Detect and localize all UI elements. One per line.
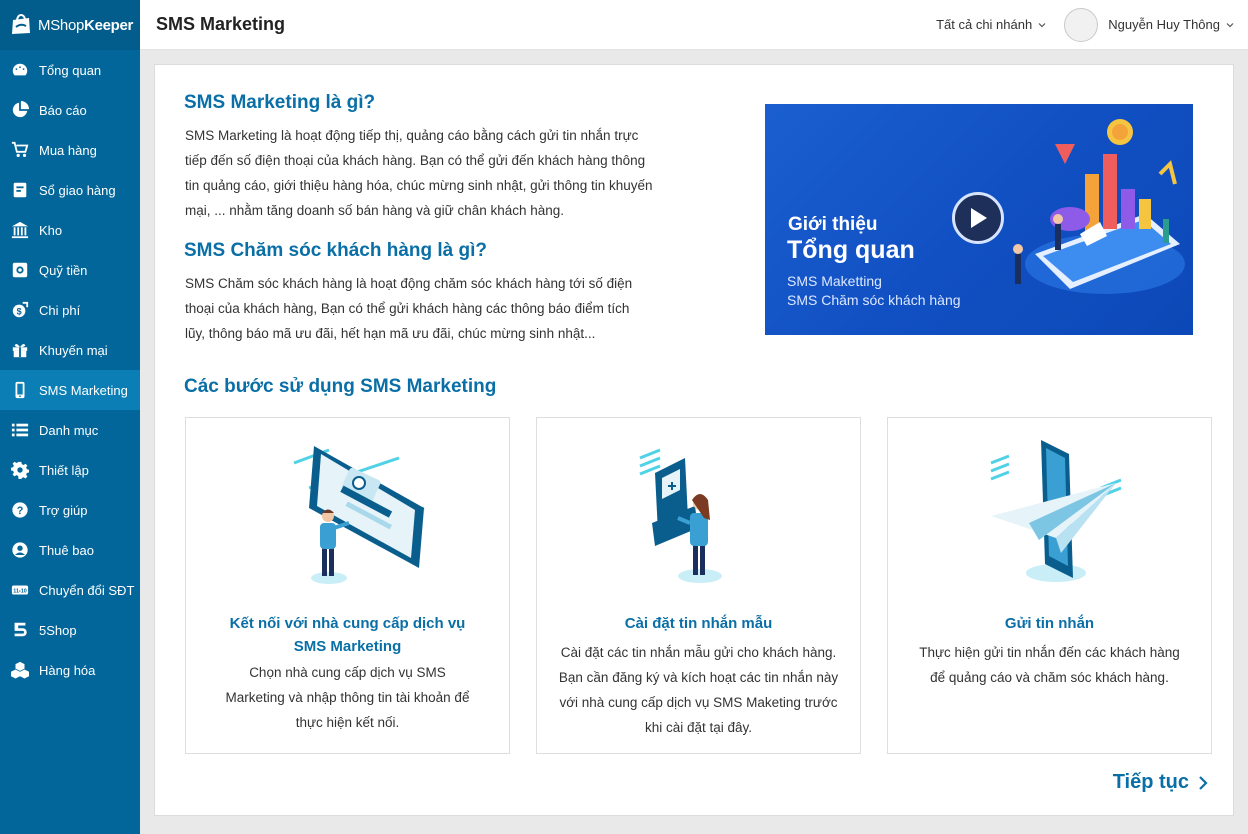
step-title bbox=[557, 612, 840, 635]
sms-care-heading: SMS Chăm sóc khách hàng là gì? bbox=[184, 240, 488, 261]
user-name: Nguyễn Huy Thông bbox=[1108, 17, 1220, 32]
expense-icon bbox=[10, 300, 30, 320]
chevron-right-icon bbox=[1197, 775, 1209, 791]
sidebar-item-chi-phi[interactable] bbox=[0, 290, 140, 330]
step-desc-line: để quảng cáo và chăm sóc khách hàng. bbox=[930, 670, 1169, 685]
step-title bbox=[908, 612, 1191, 635]
video-title-line1: Giới thiệu bbox=[788, 214, 878, 235]
step-desc-line: khi cài đặt tại đây. bbox=[644, 720, 753, 735]
sidebar-item-label: Sổ giao hàng bbox=[39, 182, 116, 198]
video-subtitle-line1: SMS Maketting bbox=[787, 273, 882, 289]
sms-marketing-heading: SMS Marketing là gì? bbox=[184, 92, 376, 113]
sidebar-item-tro-giup[interactable] bbox=[0, 490, 140, 530]
sidebar-item-label: 5Shop bbox=[39, 622, 77, 638]
shop-bag-icon bbox=[10, 14, 32, 36]
phone-convert-icon bbox=[10, 580, 30, 600]
sidebar-item-label: Chi phí bbox=[39, 302, 81, 318]
steps-heading: Các bước sử dụng SMS Marketing bbox=[184, 376, 497, 397]
description-line: thoại của khách hàng, Bạn có thể gửi khách hàng các thông báo điểm tích bbox=[185, 301, 630, 316]
branch-selector[interactable] bbox=[936, 17, 1046, 32]
help-icon bbox=[10, 500, 30, 520]
sidebar-item-label: Trợ giúp bbox=[39, 502, 88, 518]
sidebar-item-label: Báo cáo bbox=[39, 102, 87, 118]
step-title-line: Cài đặt tin nhắn mẫu bbox=[624, 615, 773, 632]
play-icon bbox=[968, 207, 988, 229]
description-line: mại, ... nhằm tăng doanh số bán hàng và giữ chân khách hàng. bbox=[185, 203, 565, 218]
description-line: tiếp đến số điện thoại của khách hàng. Bạn có thể gửi đến khách hàng thông bbox=[185, 153, 646, 168]
description-line: tin quảng cáo, giới thiệu hàng hóa, chúc mừng sinh nhật, gửi thông tin khuyến bbox=[185, 178, 653, 193]
step-title-line: Kết nối với nhà cung cấp dịch vụ bbox=[229, 615, 466, 632]
sidebar-item-label: Hàng hóa bbox=[39, 662, 96, 678]
sidebar-nav bbox=[0, 50, 140, 690]
step-desc-line: Cài đặt các tin nhắn mẫu gửi cho khách hàng. bbox=[560, 645, 837, 660]
step-description bbox=[206, 660, 489, 735]
sidebar-item-khuyen-mai[interactable] bbox=[0, 330, 140, 370]
sidebar-item-danh-muc[interactable] bbox=[0, 410, 140, 450]
delivery-book-icon bbox=[10, 180, 30, 200]
top-header bbox=[140, 0, 1248, 50]
step-desc-line: Thực hiện gửi tin nhắn đến các khách hàng bbox=[919, 645, 1180, 660]
sidebar-item-label: Thiết lập bbox=[39, 462, 89, 478]
dashboard-icon bbox=[10, 60, 30, 80]
next-button[interactable] bbox=[1113, 771, 1209, 794]
sidebar-item-sms-marketing[interactable] bbox=[0, 370, 140, 410]
send-illustration bbox=[888, 428, 1213, 593]
warehouse-icon bbox=[10, 220, 30, 240]
sidebar-item-5shop[interactable] bbox=[0, 610, 140, 650]
step-title bbox=[206, 612, 489, 658]
sidebar-item-bao-cao[interactable] bbox=[0, 90, 140, 130]
svg-text:11›10: 11›10 bbox=[13, 588, 27, 595]
gift-icon bbox=[10, 340, 30, 360]
sidebar-item-label: SMS Marketing bbox=[39, 382, 128, 398]
description-line: SMS Marketing là hoạt động tiếp thị, quảng cáo bằng cách gửi tin nhắn trực bbox=[185, 128, 639, 143]
safe-icon bbox=[10, 260, 30, 280]
step-desc-line: Chọn nhà cung cấp dịch vụ SMS bbox=[249, 665, 446, 680]
step-desc-line: Bạn cần đăng ký và kích hoạt các tin nhắn này bbox=[558, 670, 839, 685]
sidebar-item-kho[interactable] bbox=[0, 210, 140, 250]
sidebar-item-label: Thuê bao bbox=[39, 542, 94, 558]
sidebar-item-label: Kho bbox=[39, 222, 63, 238]
svg-text:?: ? bbox=[16, 505, 24, 518]
pie-chart-icon bbox=[10, 100, 30, 120]
branch-label: Tất cả chi nhánh bbox=[936, 17, 1033, 32]
5shop-icon bbox=[10, 620, 30, 640]
cart-icon bbox=[10, 140, 30, 160]
avatar[interactable] bbox=[1064, 8, 1098, 42]
chevron-down-icon bbox=[1226, 21, 1234, 29]
sidebar-item-label: Quỹ tiền bbox=[39, 262, 88, 278]
step-description bbox=[908, 640, 1191, 690]
marketing-illustration bbox=[995, 104, 1193, 335]
template-illustration bbox=[537, 428, 862, 593]
sidebar-item-label: Chuyển đổi SĐT bbox=[39, 582, 135, 598]
sidebar-item-chuyen-doi-sdt[interactable] bbox=[0, 570, 140, 610]
logo-text-bold: Keeper bbox=[84, 16, 134, 34]
sidebar-item-so-giao-hang[interactable] bbox=[0, 170, 140, 210]
play-button[interactable] bbox=[952, 192, 1004, 244]
gear-icon bbox=[10, 460, 30, 480]
boxes-icon bbox=[10, 660, 30, 680]
user-menu[interactable] bbox=[1108, 17, 1234, 32]
connect-illustration bbox=[186, 428, 511, 593]
list-icon bbox=[10, 420, 30, 440]
main-panel bbox=[154, 64, 1234, 816]
user-icon bbox=[10, 540, 30, 560]
svg-text:$: $ bbox=[16, 306, 22, 317]
sidebar-item-mua-hang[interactable] bbox=[0, 130, 140, 170]
description-line: SMS Chăm sóc khách hàng là hoạt động chăm sóc khách hàng tới số điện bbox=[185, 276, 633, 291]
video-title-line2: Tổng quan bbox=[787, 236, 915, 264]
step-title-line: Gửi tin nhắn bbox=[1004, 615, 1095, 632]
sidebar bbox=[0, 0, 140, 834]
sidebar-item-label: Tổng quan bbox=[39, 62, 102, 78]
sidebar-item-quy-tien[interactable] bbox=[0, 250, 140, 290]
step-card-connect bbox=[185, 417, 510, 754]
step-card-template bbox=[536, 417, 861, 754]
video-subtitle-line2: SMS Chăm sóc khách hàng bbox=[787, 292, 961, 308]
sms-marketing-description bbox=[185, 123, 675, 223]
sidebar-item-label: Mua hàng bbox=[39, 142, 97, 158]
step-card-send bbox=[887, 417, 1212, 754]
next-label: Tiếp tục bbox=[1112, 771, 1189, 793]
sidebar-item-hang-hoa[interactable] bbox=[0, 650, 140, 690]
sidebar-item-tong-quan[interactable] bbox=[0, 50, 140, 90]
step-desc-line: thực hiện kết nối. bbox=[295, 715, 400, 730]
description-line: lũy, thông báo mã ưu đãi, hết hạn mã ưu đãi, chúc mừng sinh nhật... bbox=[185, 326, 596, 341]
page-title: SMS Marketing bbox=[156, 14, 286, 34]
sms-care-description bbox=[185, 271, 675, 346]
sidebar-item-label: Khuyến mại bbox=[39, 342, 108, 358]
page-scrollbar[interactable] bbox=[1234, 50, 1248, 834]
step-desc-line: với nhà cung cấp dịch vụ SMS Maketing trước bbox=[559, 695, 838, 710]
sidebar-item-thue-bao[interactable] bbox=[0, 530, 140, 570]
intro-video[interactable] bbox=[765, 104, 1193, 335]
step-description bbox=[557, 640, 840, 740]
step-desc-line: Marketing và nhập thông tin tài khoản để bbox=[225, 690, 470, 705]
sidebar-item-thiet-lap[interactable] bbox=[0, 450, 140, 490]
app-logo[interactable] bbox=[0, 0, 140, 50]
sidebar-item-label: Danh mục bbox=[39, 422, 99, 438]
chevron-down-icon bbox=[1038, 21, 1046, 29]
step-title-line: SMS Marketing bbox=[293, 638, 402, 655]
phone-icon bbox=[10, 380, 30, 400]
logo-text-light: MShop bbox=[38, 16, 85, 34]
